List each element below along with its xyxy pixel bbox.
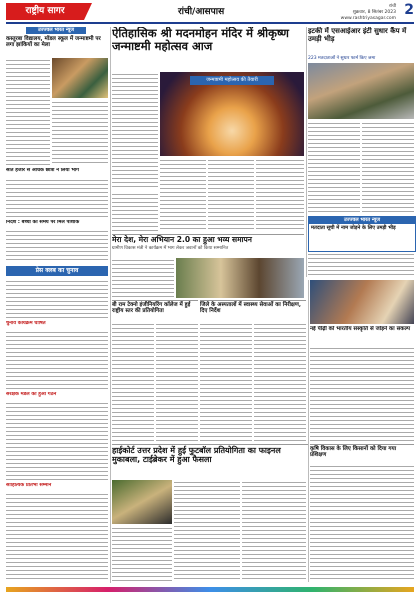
right-top-story [308, 27, 414, 55]
press-club-section-bar: प्रेस क्लब का चुनाव [6, 266, 108, 276]
header-rule [6, 22, 414, 24]
right-mid-box [308, 216, 416, 252]
mid-headline: मेरा देश, मेरा अभियान 2.0 का हुआ भव्य समापन [112, 235, 252, 244]
left-story-6 [6, 483, 108, 492]
left-story2-headline: सात हजार से अधिक छात्रों ने लिया भाग [6, 168, 79, 173]
left-headline: कस्तूरबा विद्यालय, मॉडल स्कूल में जन्माष्टमी पर लगा झांकियों का मेला [6, 36, 101, 49]
right-mid-body [308, 252, 414, 276]
city-label: रांची [388, 4, 396, 9]
row3-right-body-2 [254, 322, 306, 442]
footer-ribbon [6, 587, 414, 592]
bottom-story [112, 444, 308, 479]
lead-headline: ऐतिहासिक श्री मदनमोहन मंदिर में श्रीकृष्ण जन्माष्टमी महोत्सव आज [112, 27, 289, 54]
left-body-2 [52, 100, 108, 166]
lead-body-2 [160, 158, 206, 232]
right-top-photo [308, 63, 414, 119]
header-meta [341, 4, 396, 22]
left-body-5 [6, 279, 108, 319]
badge-right: उज्ज्वल भारत न्यूज [309, 217, 415, 224]
bottom-right-headline: कृषि विकास के लिए किसानों को दिया गया प्रशिक्षण [310, 446, 397, 459]
masthead-tail [84, 3, 92, 20]
mid-subhead: ग्रामीण विकास मंत्री ने कार्यक्रम में भाग लेकर जवानों को किया सम्मानित [112, 245, 229, 251]
page-header [0, 0, 420, 26]
right-top-body-2 [362, 121, 414, 213]
left-story-5 [6, 392, 108, 401]
row3-right-body-1 [200, 322, 252, 442]
section-title: रांची/आसपास [178, 7, 225, 17]
bottom-body-3 [242, 480, 306, 582]
row3-right-story [200, 300, 306, 323]
right-top-subhead-wrap [308, 55, 414, 63]
right-lower-headline: नई पीढ़ी को भारतीय संस्कृति से जोड़ने का संकल्प [310, 326, 411, 332]
bottom-body-2 [174, 480, 240, 582]
lead-body-3 [208, 158, 254, 232]
right-lower-body [310, 346, 414, 442]
left-body-3 [6, 178, 108, 218]
right-top-body-1 [308, 121, 360, 213]
row3-left-body-2 [156, 322, 198, 442]
left-story-4 [6, 321, 108, 330]
mid-photo [176, 258, 304, 298]
page-number: 2 [404, 2, 414, 18]
right-lower-story [310, 326, 414, 346]
left-body-8 [6, 492, 108, 582]
left-top-story [6, 27, 108, 57]
left-body-4 [6, 229, 108, 263]
row3-left-headline: बी राम टेक्नो इंजीनियरिंग कॉलेज में हुई राष्ट्रीय स्तर की प्रतियोगिता [112, 302, 191, 315]
column-divider-1 [110, 27, 111, 583]
row3-right-headline: जिले के अस्पतालों में स्वास्थ्य सेवाओं का निरीक्षण, दिए निर्देश [200, 302, 301, 315]
bottom-body-1 [112, 526, 172, 582]
column-divider-2 [306, 27, 307, 277]
lead-body-4 [256, 158, 304, 232]
lead-story-head [112, 27, 304, 71]
bottom-right-body [310, 464, 414, 582]
lead-body-1 [112, 72, 158, 190]
right-lower-photo [310, 280, 414, 324]
bottom-right-story [310, 444, 414, 465]
row3-left-story [112, 300, 198, 323]
lead-photo-caption: जन्माष्टमी महोत्सव की तैयारी [190, 76, 274, 85]
left-story4-headline: चुनाव कार्यक्रम घोषित [6, 321, 46, 326]
column-divider-3 [308, 280, 309, 582]
left-photo [52, 58, 108, 98]
lead-body-5 [112, 192, 158, 232]
right-top-subhead: 223 मतदाताओं ने सुधार फार्म किए जमा [308, 56, 376, 61]
right-mid-headline: मतदाता सूची में नाम जोड़ने के लिए उमड़ी भीड़ [311, 225, 396, 231]
lead-photo [160, 72, 304, 156]
left-story6-headline: साहित्यिक प्रतिभा सम्मान [6, 483, 52, 488]
left-body-7 [6, 401, 108, 481]
left-body-6 [6, 330, 108, 390]
right-top-headline: इटकी में एसआईआर इंटी सुधार कैंप में उमड़ी भीड़ [308, 27, 407, 44]
badge-left: उज्ज्वल भारत न्यूज [26, 27, 86, 34]
date-label: शुक्रवार, 8 सितंबर 2023 [352, 10, 396, 15]
bottom-headline: हाईकोर्ट उत्तर प्रदेश में हुई फुटबॉल प्रतियोगिता का फाइनल मुकाबला, टाईब्रेकर में हुआ फैसला [112, 446, 281, 465]
mid-story [112, 234, 304, 259]
masthead: राष्ट्रीय सागर [6, 3, 84, 20]
left-story5-headline: संरक्षक मंडल का हुआ गठन [6, 392, 57, 397]
row3-left-body-1 [112, 322, 154, 442]
bottom-photo [112, 480, 172, 524]
left-story3-headline: निर्देश : बच्चों को समय पर मिले पोशाक [6, 220, 80, 225]
mid-body-1 [112, 258, 174, 298]
website-label: www.rashtriyasagar.com [340, 16, 396, 21]
left-body-1 [6, 58, 50, 166]
